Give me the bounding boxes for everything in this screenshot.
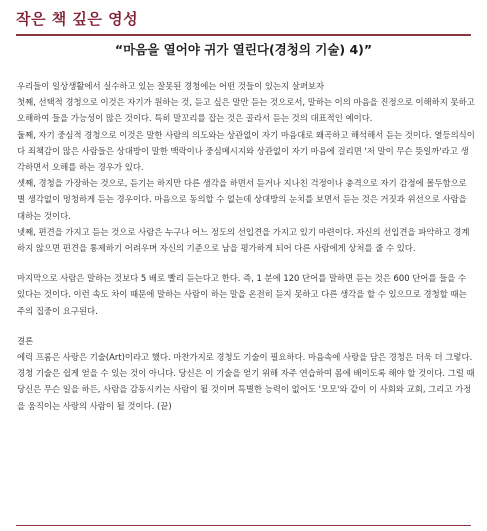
series-title: 작은 책 깊은 영성 [16,10,139,28]
paragraph-gap [17,256,475,270]
article-body [17,78,475,414]
paragraph-second: 둘째, 자기 중심적 경청으로 이것은 말한 사람의 의도와는 상관없이 자기 마음대로 왜곡하고 해석해서 듣는 것이다. 열등의식이다 죄책감이 많은 사람들은 상대방이 말한 맥락이나 중심메시지와 상관없이 자기 마음에 걸리면 '저 말이 무슨 뜻일까'라고 생각하면서 오해를 하는 경우가 있다. [17,129,475,173]
footer-divider [16,525,471,526]
paragraph-conclusion: 에릭 프롬은 사랑은 기술(Art)이라고 했다. 마찬가지로 경청도 기술이 필요하다. 마음속에 사랑을 담은 경청은 더욱 더 그렇다. 경청 기술은 쉽게 얻을 수 있는 것이 아니다. 당신은 이 기술을 얻기 위해 자주 연습하여 몸에 배이도록 해야 할 것이다. 그럴 때 당신은 무슨 일을 하든, 사람을 감동시키는 사람이 될 것이며 특별한 능력이 없어도 '모모'와 같이 이 사회와 교회, 그리고 가정을 움직이는 사랑의 사람이 될 것이다. (끝) [17,352,475,411]
paragraph-gap [17,319,475,333]
paragraph-third: 셋째, 경청을 가장하는 것으로, 듣기는 하지만 다른 생각을 하면서 듣거나 지나친 걱정이나 충격으로 자기 감정에 몰두함으로 별 생각없이 멍청하게 듣는 경우이다. 마음으로 동의할 수 없는데 상대방의 눈치를 보면서 듣는 것은 거짓과 위선으로 사람을 대하는 것이다. [17,178,467,221]
conclusion-heading: 결론 [17,335,34,346]
paragraph-fourth: 넷째, 편견을 가지고 듣는 것으로 사람은 누구나 어느 정도의 선입견을 가지고 있기 마련이다. 자신의 선입견을 파악하고 경계하지 않으면 편견을 통제하기 어려우며 자신의 기준으로 남을 평가하게 되어 다른 사람에게 상처를 줄 수 있다. [17,226,470,254]
page-header [16,6,471,36]
paragraph-last: 마지막으로 사람은 말하는 것보다 5 배로 빨리 듣는다고 한다. 즉, 1 분에 120 단어를 말하면 듣는 것은 600 단어를 들을 수 있다는 것이다. 이런 속도 차이 때문에 말하는 사람이 하는 말을 온전히 듣지 못하고 다른 생각을 할 수 있으므로 경청할 때는 주의 집중이 요구된다. [17,273,467,316]
paragraph-first: 첫째, 선택적 경청으로 이것은 자기가 원하는 것, 듣고 싶은 말만 듣는 것으로서, 말하는 이의 마음을 진정으로 이해하지 못하고 오해하여 들을 가능성이 많은 것이다. 특히 말꼬리를 잡는 것은 골라서 듣는 것의 대표적인 예이다. [17,97,475,124]
paragraph-intro: 우리들이 일상생활에서 실수하고 있는 잘못된 경청에는 어떤 것들이 있는지 살펴보자 [17,81,325,91]
article-title: “마음을 열어야 귀가 열린다(경청의 기술) 4)” [114,42,373,57]
